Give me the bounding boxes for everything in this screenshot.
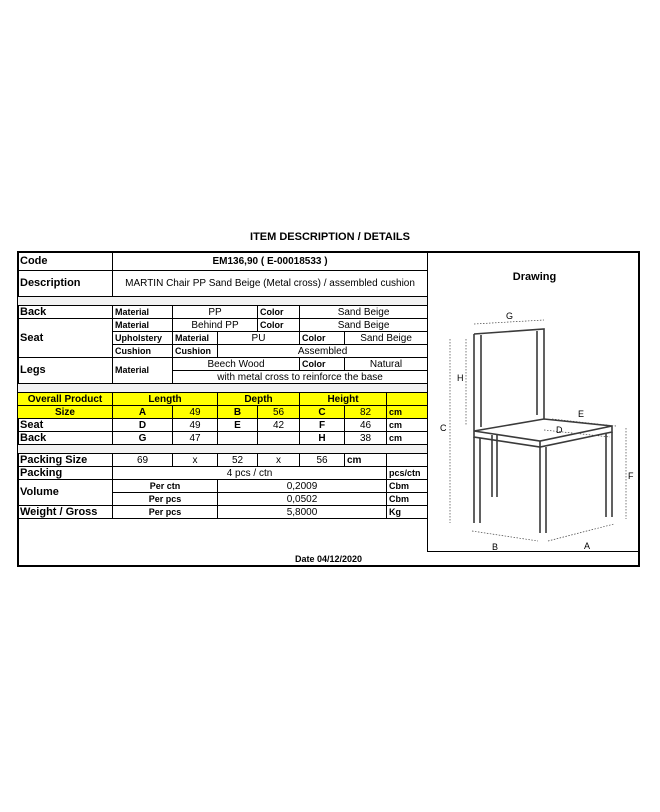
back-color-field: Color (258, 306, 300, 319)
drawing-title: Drawing (512, 271, 557, 283)
back-height-code: H (300, 432, 345, 445)
seat-size-row (18, 419, 428, 432)
volume-per-ctn-unit: Cbm (387, 480, 428, 493)
overall-depth-code: B (218, 406, 258, 419)
packing-unit: pcs/ctn (387, 467, 428, 480)
packing-x-1: x (173, 454, 218, 467)
legs-label: Legs (18, 358, 113, 384)
legs-note: with metal cross to reinforce the base (173, 371, 428, 384)
page-title: ITEM DESCRIPTION / DETAILS (250, 231, 410, 243)
cushion-field: Cushion (113, 345, 173, 358)
code-label: Code (18, 252, 113, 271)
overall-size-label-1: Overall Product (18, 393, 113, 406)
overall-unit: cm (387, 406, 428, 419)
packing-depth: 52 (218, 454, 258, 467)
description-value: MARTIN Chair PP Sand Beige (Metal cross) / assembled cushion (113, 271, 428, 297)
seat-color-field: Color (258, 319, 300, 332)
weight-row (18, 506, 428, 519)
packing-length: 69 (113, 454, 173, 467)
legs-material-field: Material (113, 358, 173, 384)
volume-label: Volume (18, 480, 113, 506)
chair-drawing (428, 291, 641, 551)
spec-table (17, 251, 428, 519)
overall-length-value: 49 (173, 406, 218, 419)
seat-material-value: Behind PP (173, 319, 258, 332)
packing-size-blank (387, 454, 428, 467)
upholstery-color-value: Sand Beige (345, 332, 428, 345)
header-blank (387, 393, 428, 406)
back-row (18, 306, 428, 319)
packing-size-unit: cm (345, 454, 387, 467)
seat-label: Seat (18, 319, 113, 358)
back-material-value: PP (173, 306, 258, 319)
packing-x-2: x (258, 454, 300, 467)
chair-outline (474, 329, 612, 533)
back-height-value: 38 (345, 432, 387, 445)
legs-color-value: Natural (345, 358, 428, 371)
back-length-code: G (113, 432, 173, 445)
volume-per-pcs-unit: Cbm (387, 493, 428, 506)
upholstery-material-field: Material (173, 332, 218, 345)
spacer (18, 297, 428, 306)
code-row (18, 252, 428, 271)
seat-size-label: Seat (18, 419, 113, 432)
seat-depth-value: 42 (258, 419, 300, 432)
overall-size-label-2: Size (18, 406, 113, 419)
overall-length-code: A (113, 406, 173, 419)
seat-row-1 (18, 319, 428, 332)
weight-value: 5,8000 (218, 506, 387, 519)
packing-label: Packing (18, 467, 113, 480)
dim-label-a: A (584, 541, 591, 551)
seat-length-value: 49 (173, 419, 218, 432)
overall-size-row (18, 406, 428, 419)
height-header: Height (300, 393, 387, 406)
packing-row (18, 467, 428, 480)
overall-height-value: 82 (345, 406, 387, 419)
packing-size-label: Packing Size (18, 454, 113, 467)
weight-per-pcs-label: Per pcs (113, 506, 218, 519)
back-length-value: 47 (173, 432, 218, 445)
dim-label-f: F (628, 471, 634, 481)
code-value: EM136,90 ( E-00018533 ) (113, 252, 428, 271)
spacer (18, 445, 428, 454)
description-label: Description (18, 271, 113, 297)
seat-depth-code: E (218, 419, 258, 432)
seat-height-code: F (300, 419, 345, 432)
cushion-value: Assembled (218, 345, 428, 358)
legs-material-value: Beech Wood (173, 358, 300, 371)
seat-height-value: 46 (345, 419, 387, 432)
upholstery-color-field: Color (300, 332, 345, 345)
cushion-sub-field: Cushion (173, 345, 218, 358)
back-depth-blank (218, 432, 258, 445)
legs-color-field: Color (300, 358, 345, 371)
overall-height-code: C (300, 406, 345, 419)
weight-unit: Kg (387, 506, 428, 519)
back-size-label: Back (18, 432, 113, 445)
packing-height: 56 (300, 454, 345, 467)
back-depth-value-blank (258, 432, 300, 445)
seat-length-code: D (113, 419, 173, 432)
upholstery-material-value: PU (218, 332, 300, 345)
back-material-field: Material (113, 306, 173, 319)
date-footer: Date 04/12/2020 (294, 554, 363, 564)
volume-ctn-row (18, 480, 428, 493)
volume-per-ctn-value: 0,2009 (218, 480, 387, 493)
upholstery-field: Upholstery (113, 332, 173, 345)
weight-label: Weight / Gross (18, 506, 113, 519)
seat-material-field: Material (113, 319, 173, 332)
drawing-panel (427, 251, 640, 552)
back-color-value: Sand Beige (300, 306, 428, 319)
dim-label-c: C (440, 423, 447, 433)
dim-label-g: G (506, 311, 514, 321)
volume-per-pcs-value: 0,0502 (218, 493, 387, 506)
overall-depth-value: 56 (258, 406, 300, 419)
volume-per-ctn-label: Per ctn (113, 480, 218, 493)
size-header-row (18, 393, 428, 406)
back-unit: cm (387, 432, 428, 445)
length-header: Length (113, 393, 218, 406)
packing-size-row (18, 454, 428, 467)
volume-per-pcs-label: Per pcs (113, 493, 218, 506)
dim-label-b: B (492, 542, 499, 551)
depth-header: Depth (218, 393, 300, 406)
legs-row-1 (18, 358, 428, 371)
back-size-row (18, 432, 428, 445)
description-row (18, 271, 428, 297)
seat-unit: cm (387, 419, 428, 432)
dim-label-e: E (578, 409, 585, 419)
packing-value: 4 pcs / ctn (113, 467, 387, 480)
spacer (18, 384, 428, 393)
seat-color-value: Sand Beige (300, 319, 428, 332)
back-label: Back (18, 306, 113, 319)
dim-label-d: D (556, 425, 563, 435)
dim-label-h: H (457, 373, 464, 383)
